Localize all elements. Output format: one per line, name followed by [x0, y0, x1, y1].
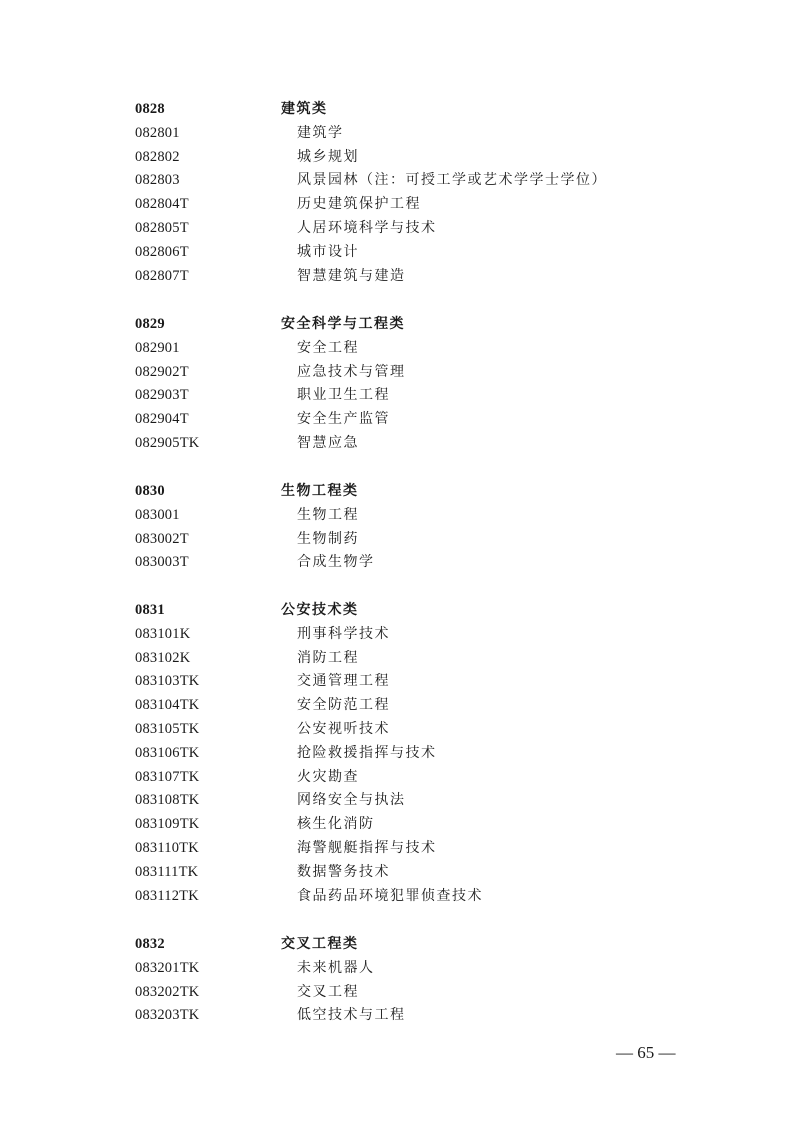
- major-code: 083001: [135, 506, 180, 523]
- category-header: [0, 98, 800, 122]
- major-code: 083203TK: [135, 1007, 200, 1024]
- major-code: 082903T: [135, 387, 189, 404]
- major-name: 人居环境科学与技术: [297, 219, 437, 236]
- category-name: 安全科学与工程类: [281, 316, 405, 332]
- major-code: 082804T: [135, 196, 189, 213]
- major-code: 082902T: [135, 363, 189, 380]
- major-name: 生物工程: [297, 506, 359, 523]
- major-name: 安全生产监管: [297, 411, 390, 428]
- category-header: [0, 599, 800, 623]
- major-row: [0, 504, 800, 528]
- major-code: 082806T: [135, 243, 189, 260]
- category-group-0829: [0, 313, 800, 456]
- category-name: 公安技术类: [281, 602, 359, 618]
- major-name: 数据警务技术: [297, 863, 390, 880]
- major-name: 城乡规划: [297, 148, 359, 165]
- major-row: [0, 146, 800, 170]
- major-row: [0, 551, 800, 575]
- major-name: 合成生物学: [297, 554, 375, 571]
- major-row: [0, 265, 800, 289]
- major-code: 082802: [135, 148, 180, 165]
- major-code: 083102K: [135, 649, 191, 666]
- category-header: [0, 933, 800, 957]
- major-name: 风景园林（注：可授工学或艺术学学士学位）: [297, 172, 607, 189]
- category-code: 0830: [135, 483, 165, 499]
- major-row: [0, 217, 800, 241]
- major-code: 082801: [135, 124, 180, 141]
- major-row: [0, 837, 800, 861]
- major-name: 交通管理工程: [297, 673, 390, 690]
- major-code: 083002T: [135, 530, 189, 547]
- major-row: [0, 718, 800, 742]
- category-header: [0, 480, 800, 504]
- major-name: 海警舰艇指挥与技术: [297, 839, 437, 856]
- major-row: [0, 813, 800, 837]
- major-row: [0, 432, 800, 456]
- category-name: 生物工程类: [281, 483, 359, 499]
- major-row: [0, 789, 800, 813]
- category-code: 0829: [135, 316, 165, 332]
- category-code: 0831: [135, 602, 165, 618]
- major-name: 智慧应急: [297, 434, 359, 451]
- major-row: [0, 981, 800, 1005]
- major-code: 082905TK: [135, 434, 200, 451]
- major-code: 083112TK: [135, 887, 199, 904]
- category-code: 0832: [135, 936, 165, 952]
- major-row: [0, 361, 800, 385]
- major-name: 公安视听技术: [297, 720, 390, 737]
- major-code: 083106TK: [135, 744, 200, 761]
- category-header: [0, 313, 800, 337]
- major-code: 082904T: [135, 411, 189, 428]
- major-row: [0, 670, 800, 694]
- category-group-0831: [0, 599, 800, 908]
- major-row: [0, 861, 800, 885]
- major-row: [0, 647, 800, 671]
- major-code: 083105TK: [135, 720, 200, 737]
- major-code: 083111TK: [135, 863, 199, 880]
- major-row: [0, 193, 800, 217]
- major-row: [0, 384, 800, 408]
- major-name: 交叉工程: [297, 983, 359, 1000]
- major-name: 历史建筑保护工程: [297, 196, 421, 213]
- page-number: — 65 —: [616, 1043, 676, 1062]
- major-code: 082805T: [135, 219, 189, 236]
- category-name: 建筑类: [281, 101, 328, 117]
- major-name: 城市设计: [297, 243, 359, 260]
- major-code: 083202TK: [135, 983, 200, 1000]
- major-code: 082807T: [135, 267, 189, 284]
- category-code: 0828: [135, 101, 165, 117]
- category-group-0830: [0, 480, 800, 575]
- major-code: 083003T: [135, 554, 189, 571]
- major-row: [0, 241, 800, 265]
- major-row: [0, 337, 800, 361]
- category-group-0832: [0, 933, 800, 1028]
- category-group-0828: [0, 98, 800, 288]
- major-row: [0, 957, 800, 981]
- major-row: [0, 742, 800, 766]
- major-code: 083104TK: [135, 697, 200, 714]
- major-name: 刑事科学技术: [297, 625, 390, 642]
- major-row: [0, 169, 800, 193]
- category-name: 交叉工程类: [281, 936, 359, 952]
- major-name: 应急技术与管理: [297, 363, 406, 380]
- major-row: [0, 885, 800, 909]
- major-name: 核生化消防: [297, 816, 375, 833]
- major-row: [0, 528, 800, 552]
- major-name: 火灾勘查: [297, 768, 359, 785]
- major-name: 消防工程: [297, 649, 359, 666]
- major-name: 未来机器人: [297, 959, 375, 976]
- major-code: 083108TK: [135, 792, 200, 809]
- major-row: [0, 122, 800, 146]
- major-row: [0, 623, 800, 647]
- major-name: 生物制药: [297, 530, 359, 547]
- major-name: 建筑学: [297, 124, 344, 141]
- major-row: [0, 694, 800, 718]
- major-name: 低空技术与工程: [297, 1007, 406, 1024]
- major-name: 职业卫生工程: [297, 387, 390, 404]
- major-name: 安全防范工程: [297, 697, 390, 714]
- major-row: [0, 1004, 800, 1028]
- major-code: 083109TK: [135, 816, 200, 833]
- major-row: [0, 408, 800, 432]
- major-code: 082803: [135, 172, 180, 189]
- major-code: 083201TK: [135, 959, 200, 976]
- major-code: 083101K: [135, 625, 191, 642]
- major-name: 智慧建筑与建造: [297, 267, 406, 284]
- major-code: 082901: [135, 339, 180, 356]
- major-name: 食品药品环境犯罪侦查技术: [297, 887, 483, 904]
- major-code: 083110TK: [135, 839, 199, 856]
- major-code: 083107TK: [135, 768, 200, 785]
- major-name: 网络安全与执法: [297, 792, 406, 809]
- major-name: 安全工程: [297, 339, 359, 356]
- major-name: 抢险救援指挥与技术: [297, 744, 437, 761]
- major-row: [0, 766, 800, 790]
- major-code: 083103TK: [135, 673, 200, 690]
